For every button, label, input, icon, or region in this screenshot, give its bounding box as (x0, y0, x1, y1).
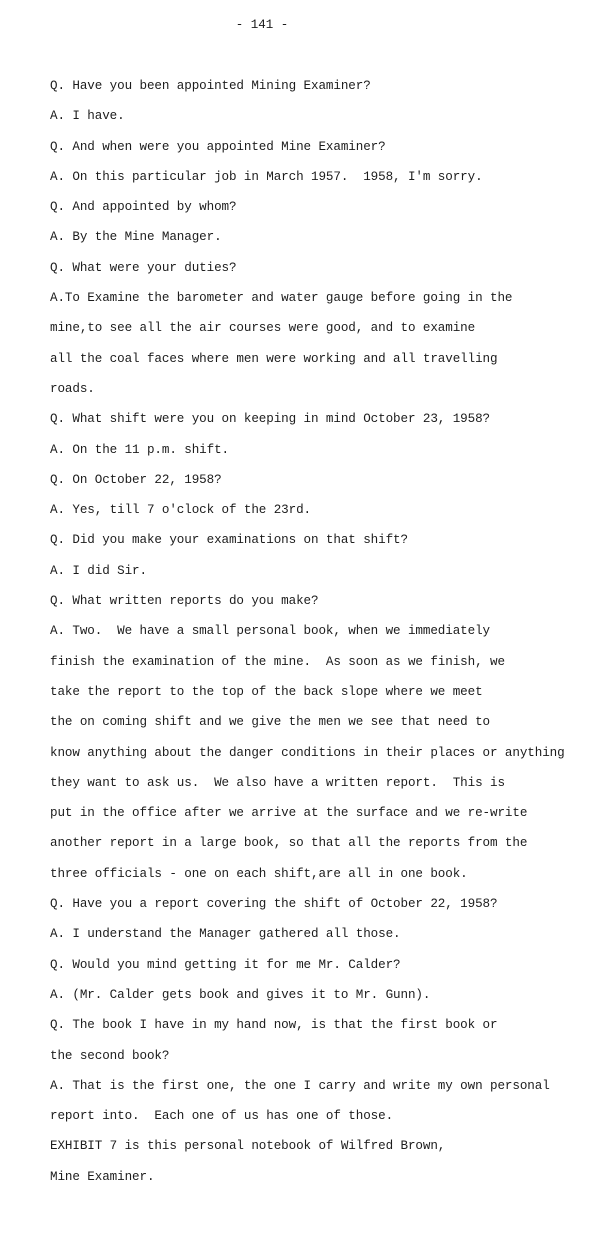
transcript-line: A. I did Sir. (50, 563, 147, 578)
transcript-line: the on coming shift and we give the men we see that need to (50, 715, 490, 730)
transcript-line: A. That is the first one, the one I carry and write my own personal (50, 1078, 550, 1093)
transcript-line: A. On this particular job in March 1957. 1958, I'm sorry. (50, 169, 483, 184)
transcript-line: Q. What were your duties? (50, 260, 237, 275)
transcript-line: A. I understand the Manager gathered all those. (50, 927, 401, 942)
transcript-line: Q. Have you been appointed Mining Examiner? (50, 79, 371, 93)
transcript-line: Q. And appointed by whom? (50, 200, 237, 215)
transcript-line: A. Yes, till 7 o'clock of the 23rd. (50, 503, 312, 518)
transcript-line: Q. On October 22, 1958? (50, 472, 222, 487)
transcript-line: Q. Have you a report covering the shift of October 22, 1958? (50, 897, 498, 912)
transcript-line: Q. What shift were you on keeping in mind October 23, 1958? (50, 412, 490, 427)
transcript-line: report into. Each one of us has one of those. (50, 1109, 394, 1124)
transcript-line: another report in a large book, so that all the reports from the (50, 836, 528, 851)
transcript-line: A.To Examine the barometer and water gauge before going in the (50, 291, 513, 306)
transcript-line: they want to ask us. We also have a written report. This is (50, 775, 505, 790)
transcript-line: Mine Examiner. (50, 1169, 155, 1184)
transcript-line: finish the examination of the mine. As soon as we finish, we (50, 654, 505, 669)
transcript-line: three officials - one on each shift,are all in one book. (50, 866, 468, 881)
transcript-line: take the report to the top of the back slope where we meet (50, 684, 483, 699)
transcript-line: mine,to see all the air courses were good, and to examine (50, 321, 476, 336)
transcript-line: EXHIBIT 7 is this personal notebook of Wilfred Brown, (50, 1139, 446, 1154)
transcript-body (50, 71, 590, 1192)
page-number: - 141 - (235, 18, 289, 32)
transcript-line: Q. The book I have in my hand now, is that the first book or (50, 1018, 498, 1033)
transcript-line: A. I have. (50, 109, 125, 124)
transcript-line: A. By the Mine Manager. (50, 230, 222, 245)
transcript-line: put in the office after we arrive at the surface and we re-write (50, 806, 528, 821)
transcript-line: A. (Mr. Calder gets book and gives it to Mr. Gunn). (50, 987, 431, 1002)
transcript-line: Q. What written reports do you make? (50, 594, 319, 609)
transcript-line: the second book? (50, 1048, 170, 1063)
transcript-line: Q. Did you make your examinations on that shift? (50, 533, 408, 548)
transcript-line: A. Two. We have a small personal book, when we immediately (50, 624, 490, 639)
transcript-line: Q. And when were you appointed Mine Examiner? (50, 139, 386, 154)
transcript-line: Q. Would you mind getting it for me Mr. Calder? (50, 957, 401, 972)
transcript-line: roads. (50, 381, 95, 396)
transcript-line: know anything about the danger conditions in their places or anything (50, 745, 565, 760)
transcript-line: all the coal faces where men were working and all travelling (50, 351, 498, 366)
transcript-line: A. On the 11 p.m. shift. (50, 442, 229, 457)
